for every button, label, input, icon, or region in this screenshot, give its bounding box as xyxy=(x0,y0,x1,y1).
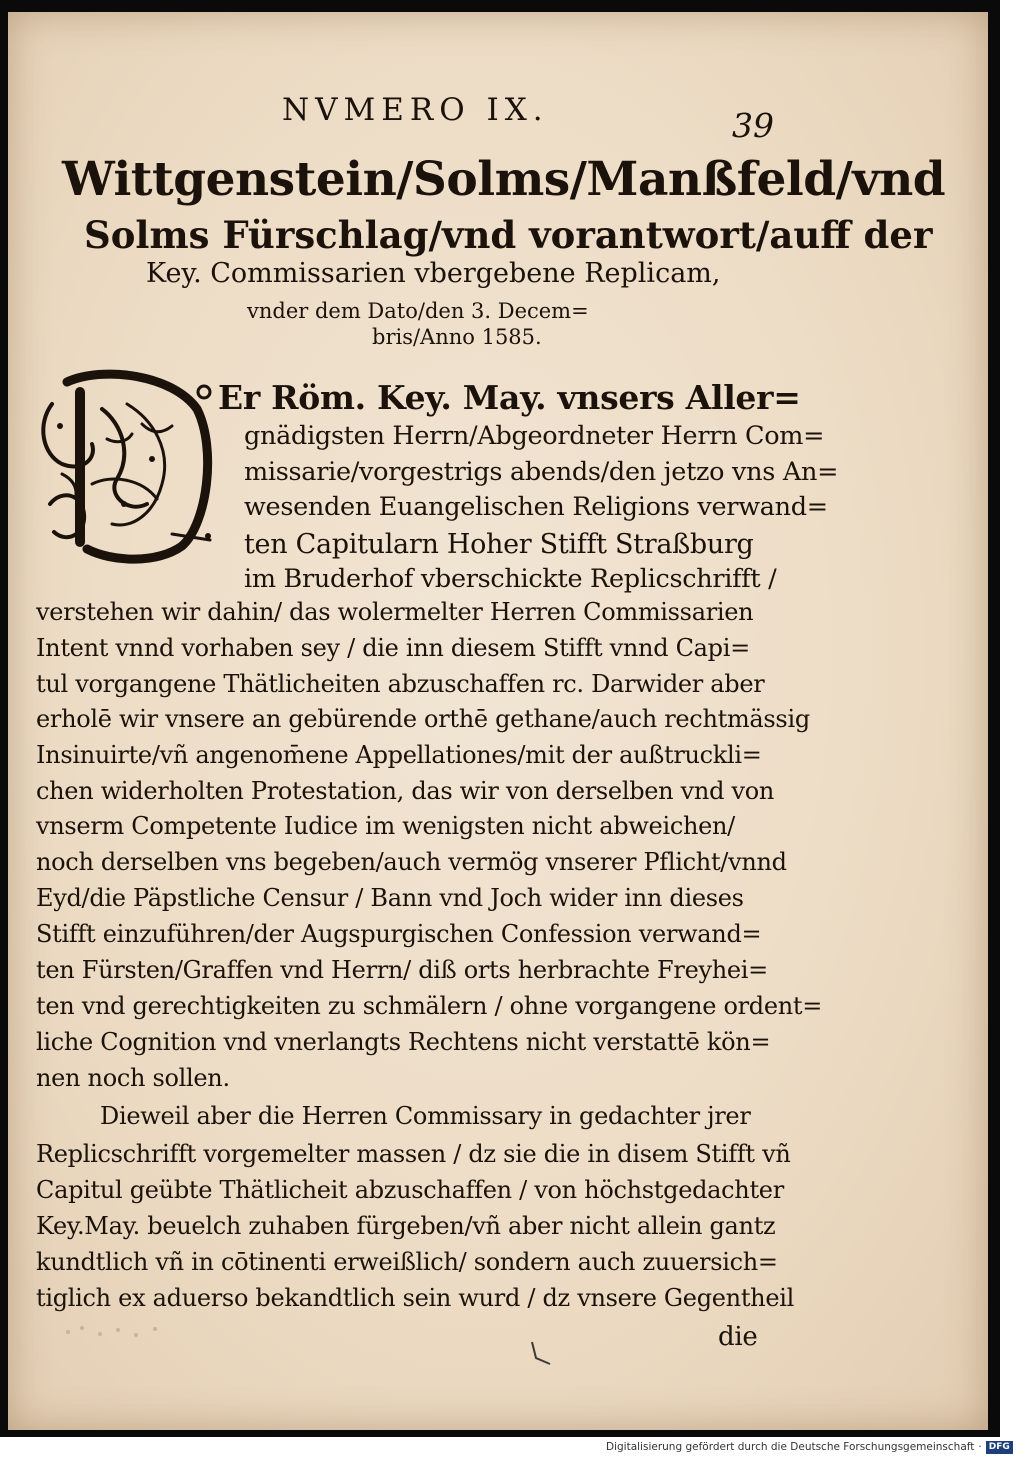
body-line-20: nen noch sollen. xyxy=(36,1064,230,1092)
credit-text: Digitalisierung gefördert durch die Deutsche Forschungsgemeinschaft xyxy=(606,1441,975,1453)
body-line-7: verstehen wir dahin/ das wolermelter Herren Commissarien xyxy=(36,598,754,626)
body-line-18: ten vnd gerechtigkeiten zu schmälern / ohne vorgangene ordent= xyxy=(36,992,823,1020)
ink-bleed-marks xyxy=(60,1322,170,1342)
body-line-14: noch derselben vns begeben/auch vermög vnserer Pflicht/vnnd xyxy=(36,848,787,876)
drop-cap-initial xyxy=(32,364,212,569)
credit-separator: · xyxy=(978,1441,982,1453)
body-line-11: Insinuirte/vñ angenom̄ene Appellationes/mit der außtruckli= xyxy=(36,741,762,769)
title-line-5: bris/Anno 1585. xyxy=(372,325,542,349)
section-heading: NVMERO IX. xyxy=(282,92,549,128)
body-line-17: ten Fürsten/Graffen vnd Herrn/ diß orts herbrachte Freyhei= xyxy=(36,956,768,984)
body-line-2: gnädigsten Herrn/Abgeordneter Herrn Com= xyxy=(244,421,825,451)
body-line-16: Stifft einzuführen/der Augspurgischen Confession verwand= xyxy=(36,920,762,948)
bleed-mark-glyphs xyxy=(60,1322,170,1342)
body2-line-6: tiglich ex aduerso bekandtlich sein wurd / dz vnsere Gegentheil xyxy=(36,1284,794,1312)
pencil-mark xyxy=(526,1338,556,1368)
body-line-10: erholē wir vnsere an gebürende orthē gethane/auch rechtmässig xyxy=(36,705,810,733)
dfg-logo: DFG xyxy=(986,1441,1013,1454)
body-line-19: liche Cognition vnd vnerlangts Rechtens nicht verstattē kön= xyxy=(36,1028,771,1056)
body-line-6: im Bruderhof vberschickte Replicschrifft / xyxy=(244,564,777,594)
body2-line-5: kundtlich vñ in cōtinenti erweißlich/ sondern auch zuuersich= xyxy=(36,1248,778,1276)
body2-line-1: Dieweil aber die Herren Commissary in gedachter jrer xyxy=(100,1102,751,1130)
body-line-5: ten Capitularn Hoher Stifft Straßburg xyxy=(244,529,754,560)
body2-line-3: Capitul geübte Thätlicheit abzuschaffen / von höchstgedachter xyxy=(36,1176,784,1204)
title-line-1: Wittgenstein/Solms/Manßfeld/vnd xyxy=(62,152,946,207)
body-line-4: wesenden Euangelischen Religions verwand= xyxy=(244,492,828,522)
body-line-13: vnserm Competente Iudice im wenigsten nicht abweichen/ xyxy=(36,812,735,840)
body-line-8: Intent vnnd vorhaben sey / die inn diesem Stifft vnnd Capi= xyxy=(36,634,750,662)
title-line-3: Key. Commissarien vbergebene Replicam, xyxy=(146,258,721,289)
title-line-4: vnder dem Dato/den 3. Decem= xyxy=(247,299,589,323)
page-number: 39 xyxy=(732,106,774,145)
body2-line-2: Replicschrifft vorgemelter massen / dz sie die in disem Stifft vñ xyxy=(36,1140,791,1168)
body-line-3: missarie/vorgestrigs abends/den jetzo vns An= xyxy=(244,457,839,487)
body-line-15: Eyd/die Päpstliche Censur / Bann vnd Joch wider inn dieses xyxy=(36,884,744,912)
body-line-9: tul vorgangene Thätlicheiten abzuschaffen rc. Darwider aber xyxy=(36,670,765,698)
body2-line-4: Key.May. beuelch zuhaben fürgeben/vñ aber nicht allein gantz xyxy=(36,1212,776,1240)
catchword: die xyxy=(718,1322,758,1352)
body-line-1: Er Röm. Key. May. vnsers Aller= xyxy=(218,378,801,417)
drop-cap-ornament xyxy=(32,364,212,569)
title-line-2: Solms Fürschlag/vnd vorantwort/auff der xyxy=(84,213,933,257)
digitization-credit xyxy=(606,1440,1013,1454)
body-line-12: chen widerholten Protestation, das wir von derselben vnd von xyxy=(36,777,775,805)
